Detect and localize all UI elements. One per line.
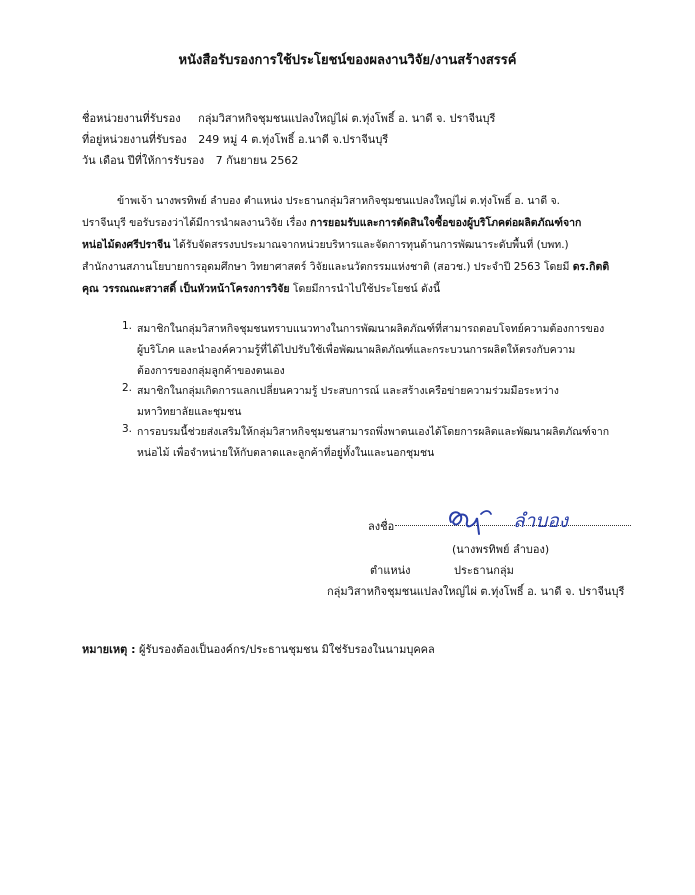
list-item-2-line-2: มหาวิทยาลัยและชุมชน: [137, 406, 242, 418]
address-row: [82, 130, 388, 148]
project-head-part-1: ดร.กิตติ: [572, 261, 610, 273]
body-line-4: [82, 258, 609, 275]
body-line-1: ข้าพเจ้า นางพรทิพย์ ลำบอง ตำแหน่ง ประธานกลุ่มวิสาหกิจชุมชนแปลงใหญ่ไผ่ ต.ทุ่งโพธิ์ อ. นาดี จ.: [117, 195, 560, 207]
list-item-1-num: 1.: [122, 320, 133, 332]
note-label: หมายเหตุ :: [82, 643, 136, 656]
date-row: [82, 151, 298, 169]
list-item-3-num: 3.: [122, 423, 133, 435]
list-item-1-line-2: ผู้บริโภค และนำองค์ความรู้ที่ได้ไปปรับใช้เพื่อพัฒนาผลิตภัณฑ์และกระบวนการผลิตให้ตรงกับความ: [137, 344, 576, 356]
address-value: 249 หมู่ 4 ต.ทุ่งโพธิ์ อ.นาดี จ.ปราจีนบุรี: [198, 133, 389, 146]
date-label: วัน เดือน ปีที่ให้การรับรอง: [82, 154, 205, 167]
list-item-1-line-1: สมาชิกในกลุ่มวิสาหกิจชุมชนทราบแนวทางในการพัฒนาผลิตภัณฑ์ที่สามารถตอบโจทย์ความต้องการของ: [137, 323, 605, 335]
signature-surname: ลำบอง: [513, 510, 569, 532]
agency-label: ชื่อหน่วยงานที่รับรอง: [82, 112, 181, 125]
list-item-1-line-3: ต้องการของกลุ่มลูกค้าของตนเอง: [137, 365, 285, 377]
list-item-3-line-1: การอบรมนี้ช่วยส่งเสริมให้กลุ่มวิสาหกิจชุมชนสามารถพึ่งพาตนเองได้โดยการผลิตและพัฒนาผลิตภัณฑ์จาก: [137, 426, 610, 438]
list-item-2-num: 2.: [122, 382, 133, 394]
body-line-3: [82, 236, 569, 253]
research-title-part-2: หน่อไม้ดงศรีปราจีน: [82, 239, 171, 251]
body-line-2-text: ปราจีนบุรี ขอรับรองว่าได้มีการนำผลงานวิจัย เรื่อง: [82, 217, 311, 229]
signer-name: (นางพรทิพย์ ลำบอง): [452, 543, 550, 556]
date-value: 7 กันยายน 2562: [215, 154, 299, 167]
note-text: ผู้รับรองต้องเป็นองค์กร/ประธานชุมชน มิใช่รับรองในนามบุคคล: [135, 643, 435, 656]
body-line-5: [82, 280, 440, 297]
agency-row: [82, 109, 495, 127]
body-line-3-text: ได้รับจัดสรรงบประมาณจากหน่วยบริหารและจัดการทุนด้านการพัฒนาระดับพื้นที่ (บพท.): [170, 239, 569, 251]
agency-value: กลุ่มวิสาหกิจชุมชนแปลงใหญ่ไผ่ ต.ทุ่งโพธิ์ อ. นาดี จ. ปราจีนบุรี: [198, 112, 496, 125]
list-item-3-line-2: หน่อไม้ เพื่อจำหน่ายให้กับตลาดและลูกค้าที่อยู่ทั้งในและนอกชุมชน: [137, 447, 435, 459]
signer-organization: กลุ่มวิสาหกิจชุมชนแปลงใหญ่ไผ่ ต.ทุ่งโพธิ์ อ. นาดี จ. ปราจีนบุรี: [327, 585, 625, 598]
body-line-4-text: สำนักงานสภานโยบายการอุดมศึกษา วิทยาศาสตร์ วิจัยและนวัตกรรมแห่งชาติ (สอวช.) ประจำปี 2563 โดยมี: [82, 261, 573, 273]
note-row: [82, 640, 435, 658]
body-line-5-text: โดยมีการนำไปใช้ประโยชน์ ดังนี้: [289, 283, 441, 295]
body-line-2: [82, 214, 581, 231]
research-title-part-1: การยอมรับและการตัดสินใจซื้อของผู้บริโภคต่อผลิตภัณฑ์จาก: [310, 217, 582, 229]
handwritten-signature: [445, 504, 590, 538]
sign-label: ลงชื่อ: [368, 520, 395, 533]
position-value: ประธานกลุ่ม: [454, 564, 514, 577]
project-head-part-2: คุณ วรรณณะสวาสดิ์ เป็นหัวหน้าโครงการวิจัย: [82, 283, 290, 295]
list-item-2-line-1: สมาชิกในกลุ่มเกิดการแลกเปลี่ยนความรู้ ประสบการณ์ และสร้างเครือข่ายความร่วมมือระหว่าง: [137, 385, 559, 397]
position-label: ตำแหน่ง: [370, 564, 411, 577]
address-label: ที่อยู่หน่วยงานที่รับรอง: [82, 133, 187, 146]
document-title: หนังสือรับรองการใช้ประโยชน์ของผลงานวิจัย/งานสร้างสรรค์: [178, 53, 517, 68]
